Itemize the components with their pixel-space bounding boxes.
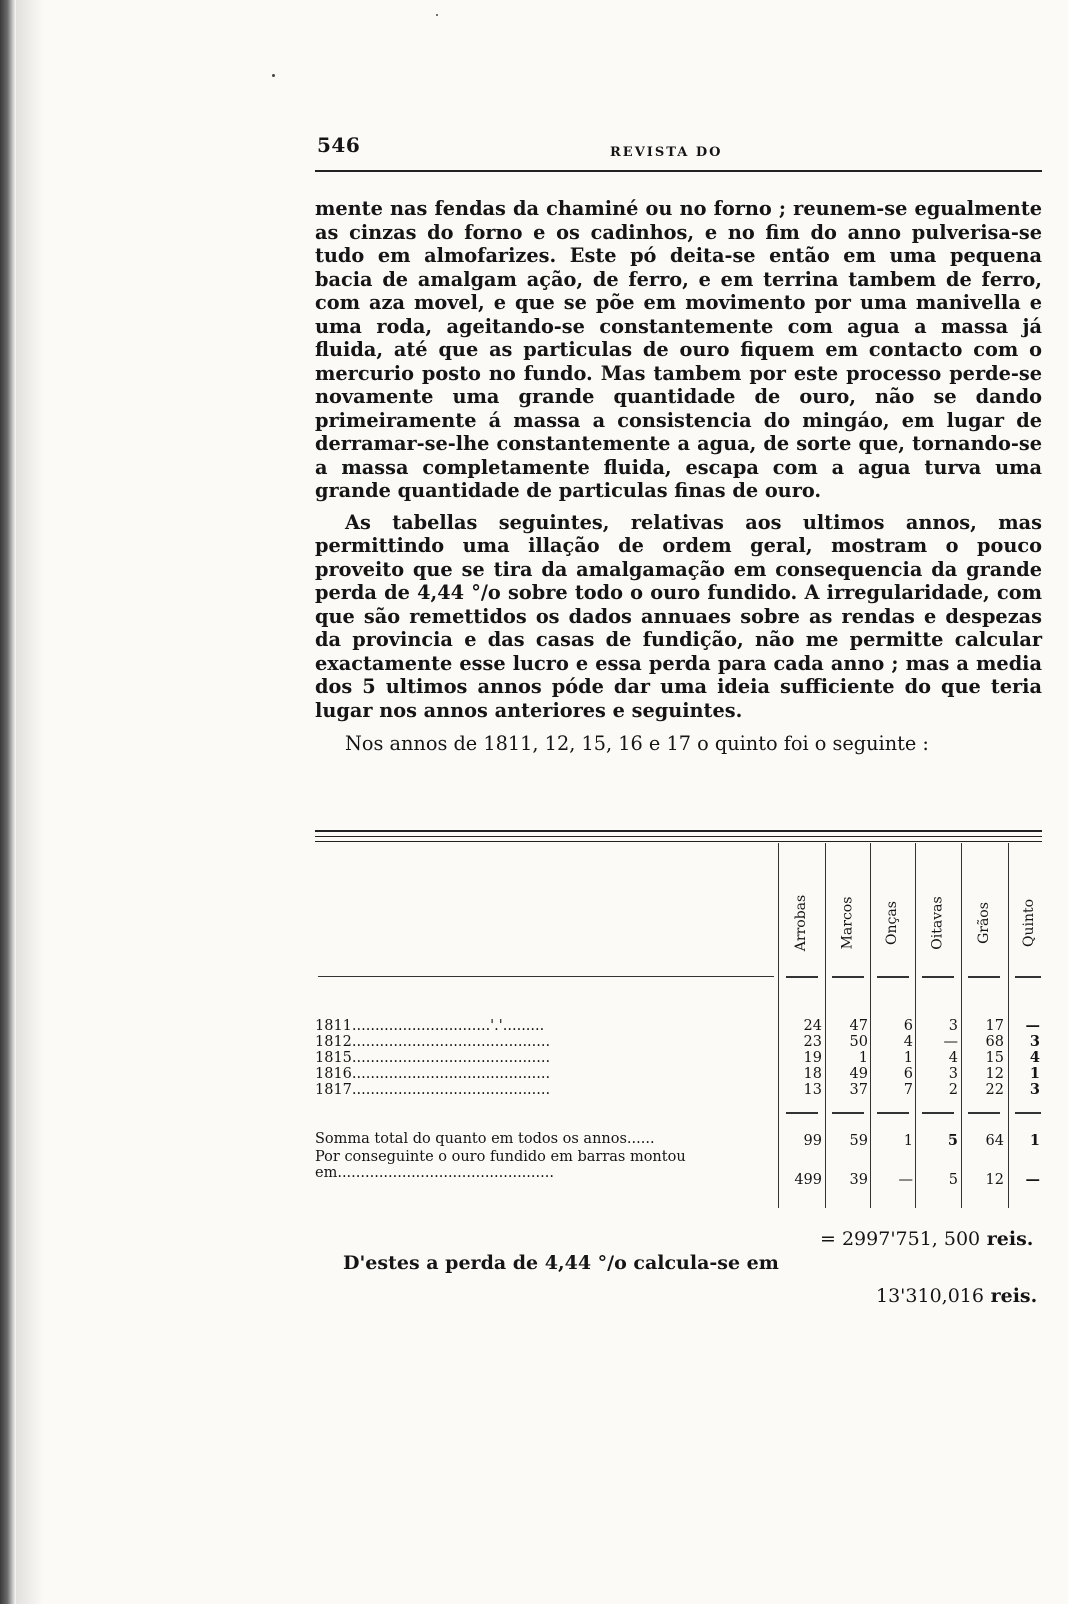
- cell-oitavas: —: [943, 1034, 958, 1050]
- cell-marcos: 1: [858, 1050, 868, 1066]
- column-header: Onças: [884, 901, 900, 945]
- page-number: 546: [317, 133, 361, 157]
- cell-quinto: 3: [1029, 1081, 1040, 1098]
- summary-label: Somma total do quanto em todos os annos......: [315, 1131, 655, 1147]
- column-header: Grãos: [976, 902, 992, 944]
- row-label: 1812...........................................: [315, 1034, 551, 1050]
- cell-quinto: 1: [1029, 1132, 1040, 1149]
- paragraph: As tabellas seguintes, relativas aos ultimos annos, mas permittindo uma illação de ordem geral, mostram o pouco proveito que se tira da amalgamação em consequencia da grande perda de 4,44 °/o sobre todo o ouro fundido. A irregularidade, com que são remettidos os dados annuaes sobre as rendas e despezas da provincia e das casas de fundição, não me permitte calcular exactamente esse lucro e essa perda para cada anno ; mas a media dos 5 ultimos annos póde dar uma ideia sufficiente do que teria lugar nos annos anteriores e seguintes.: [315, 510, 1042, 722]
- cell-oitavas: 4: [948, 1050, 958, 1066]
- book-spine: [0, 0, 16, 1604]
- cell-marcos: 50: [849, 1034, 868, 1050]
- cell-quinto: —: [1025, 1171, 1040, 1188]
- cell-arrobas: 19: [803, 1050, 822, 1066]
- total-value: = 2997'751, 500: [820, 1228, 981, 1250]
- header-bottom-rule: [1015, 976, 1041, 978]
- gutter-shadow: [16, 0, 44, 1604]
- summary-label: Por conseguinte o ouro fundido em barras montou em...............................................: [315, 1149, 686, 1181]
- total-value-line: [820, 1228, 1033, 1250]
- header-bottom-rule: [832, 976, 864, 978]
- cell-oitavas: 5: [948, 1172, 958, 1188]
- sum-rule: [877, 1112, 909, 1114]
- cell-oncas: 1: [903, 1133, 913, 1149]
- column-header: Arrobas: [793, 894, 810, 952]
- cell-quinto: 1: [1029, 1065, 1040, 1082]
- table-top-rule: [315, 830, 1042, 832]
- cell-oncas: 7: [903, 1082, 913, 1098]
- row-label: 1815...........................................: [315, 1050, 551, 1066]
- header-rule: [315, 170, 1042, 172]
- loss-value: 13'310,016: [876, 1285, 984, 1307]
- sum-rule: [922, 1112, 954, 1114]
- paragraph: Nos annos de 1811, 12, 15, 16 e 17 o quinto foi o seguinte :: [345, 732, 929, 755]
- loss-sentence: D'estes a perda de 4,44 °/o calcula-se em: [343, 1252, 779, 1274]
- row-label: 1817...........................................: [315, 1082, 551, 1098]
- sum-rule: [832, 1112, 864, 1114]
- sum-rule: [968, 1112, 1000, 1114]
- cell-graos: 64: [985, 1133, 1004, 1149]
- row-label: 1816...........................................: [315, 1066, 551, 1082]
- cell-arrobas: 23: [803, 1034, 822, 1050]
- running-head: REVISTA DO: [610, 145, 723, 160]
- column-header: Quinto: [1021, 898, 1038, 948]
- header-bottom-rule: [318, 976, 774, 977]
- header-bottom-rule: [922, 976, 954, 978]
- table-top-rule: [315, 841, 1042, 842]
- header-bottom-rule: [877, 976, 909, 978]
- cell-marcos: 59: [849, 1133, 868, 1149]
- cell-marcos: 37: [849, 1082, 868, 1098]
- paragraph: mente nas fendas da chaminé ou no forno ; reunem-se egualmente as cinzas do forno e os cadinhos, e no fim do anno pulverisa-se tudo em almofarizes. Este pó deita-se então em uma pequena bacia de amalgam ação, de ferro, e em terrina tambem de ferro, com aza movel, e que se põe em movimento por uma manivella e uma roda, ageitando-se constantemente com agua a massa já fluida, até que as particulas de ouro fiquem em contacto com o mercurio posto no fundo. Mas tambem por este processo perde-se novamente uma grande quantidade de ouro, não se dando primeiramente á massa a consistencia do mingáo, em lugar de derramar-se-lhe constantemente a agua, de sorte que, tornando-se a massa completamente fluida, escapa com a agua turva uma grande quantidade de particulas finas de ouro.: [315, 197, 1042, 502]
- body-text: [315, 197, 1042, 756]
- cell-oitavas: 3: [948, 1066, 958, 1082]
- cell-quinto: 3: [1029, 1033, 1040, 1050]
- cell-oncas: —: [898, 1172, 913, 1188]
- cell-marcos: 49: [849, 1066, 868, 1082]
- print-speck: [272, 74, 275, 77]
- print-speck: [436, 14, 438, 16]
- cell-arrobas: 18: [803, 1066, 822, 1082]
- total-unit: reis.: [986, 1228, 1034, 1250]
- cell-quinto: —: [1025, 1017, 1040, 1034]
- cell-graos: 12: [985, 1066, 1004, 1082]
- loss-value-line: [876, 1285, 1037, 1307]
- column-header: Marcos: [839, 896, 856, 950]
- cell-quinto: 4: [1029, 1049, 1040, 1066]
- cell-graos: 17: [985, 1018, 1004, 1034]
- cell-oncas: 4: [903, 1034, 913, 1050]
- cell-marcos: 47: [849, 1018, 868, 1034]
- cell-graos: 68: [985, 1034, 1004, 1050]
- cell-arrobas: 24: [803, 1018, 822, 1034]
- cell-oitavas: 3: [948, 1018, 958, 1034]
- cell-marcos: 39: [849, 1172, 868, 1188]
- cell-arrobas: 499: [794, 1172, 822, 1188]
- row-label: 1811..............................'.'.........: [315, 1018, 545, 1034]
- cell-graos: 12: [985, 1172, 1004, 1188]
- cell-graos: 15: [985, 1050, 1004, 1066]
- header-bottom-rule: [968, 976, 1000, 978]
- header-bottom-rule: [786, 976, 818, 978]
- cell-oitavas: 5: [947, 1132, 958, 1149]
- loss-unit: reis.: [990, 1285, 1038, 1307]
- cell-oncas: 6: [903, 1066, 913, 1082]
- cell-arrobas: 99: [803, 1133, 822, 1149]
- cell-arrobas: 13: [803, 1082, 822, 1098]
- cell-oitavas: 2: [948, 1082, 958, 1098]
- cell-graos: 22: [985, 1082, 1004, 1098]
- sum-rule: [1015, 1112, 1041, 1114]
- table-top-rule: [315, 836, 1042, 837]
- sum-rule: [786, 1112, 818, 1114]
- cell-oncas: 1: [903, 1050, 913, 1066]
- cell-oncas: 6: [903, 1018, 913, 1034]
- column-header: Oitavas: [930, 896, 946, 950]
